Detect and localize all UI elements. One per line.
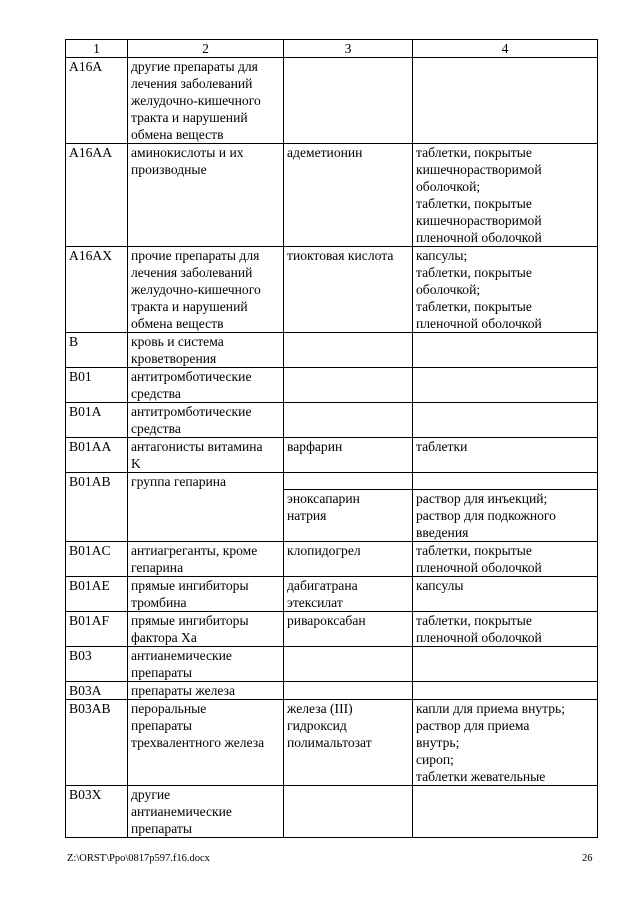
table-row: [66, 647, 598, 682]
table-body: [66, 58, 598, 838]
cell-line: таблетки, покрытые: [416, 145, 532, 160]
dosage-form-cell: [413, 700, 598, 786]
cell-line: дабигатрана: [287, 578, 358, 593]
atc-group-name-cell: [128, 577, 284, 612]
substance-cell: [284, 368, 413, 403]
cell-line: ривароксабан: [287, 613, 366, 628]
cell-line: антианемические: [131, 804, 232, 819]
cell-line: лечения заболеваний: [131, 265, 253, 280]
column-header-2: 2: [128, 40, 284, 58]
cell-line: производные: [131, 162, 207, 177]
dosage-form-cell: [413, 438, 598, 473]
cell-line: аминокислоты и их: [131, 145, 244, 160]
atc-code-cell: B01AF: [66, 612, 128, 647]
table-row: [66, 368, 598, 403]
cell-line: раствор для инъекций;: [416, 491, 548, 506]
table-row: [66, 403, 598, 438]
dosage-form-cell: [413, 577, 598, 612]
footer-file-path: Z:\ORST\Ppo\0817p597.f16.docx: [67, 853, 210, 864]
cell-line: клопидогрел: [287, 543, 361, 558]
dosage-form-cell: [413, 473, 598, 490]
cell-line: гепарина: [131, 560, 184, 575]
cell-line: желудочно-кишечного: [131, 282, 261, 297]
column-header-1: 1: [66, 40, 128, 58]
cell-line: капсулы: [416, 578, 464, 593]
dosage-form-cell: [413, 542, 598, 577]
substance-cell: [284, 682, 413, 700]
cell-line: антитромботические: [131, 369, 252, 384]
cell-line: капсулы;: [416, 248, 468, 263]
cell-line: натрия: [287, 508, 327, 523]
cell-line: капли для приема внутрь;: [416, 701, 566, 716]
dosage-form-cell: [413, 368, 598, 403]
cell-line: таблетки жевательные: [416, 769, 546, 784]
substance-cell: [284, 542, 413, 577]
cell-line: кишечнорастворимой: [416, 213, 542, 228]
atc-code-cell: B03A: [66, 682, 128, 700]
dosage-form-cell: [413, 247, 598, 333]
cell-line: препараты: [131, 821, 192, 836]
cell-line: прямые ингибиторы: [131, 578, 249, 593]
cell-line: эноксапарин: [287, 491, 360, 506]
cell-line: варфарин: [287, 439, 343, 454]
cell-line: препараты: [131, 665, 192, 680]
substance-cell: [284, 403, 413, 438]
cell-line: другие препараты для: [131, 59, 258, 74]
substance-cell: [284, 473, 413, 490]
cell-line: антиагреганты, кроме: [131, 543, 258, 558]
dosage-form-cell: [413, 403, 598, 438]
substance-cell: [284, 490, 413, 542]
table-row: [66, 438, 598, 473]
atc-group-name-cell: [128, 403, 284, 438]
atc-code-cell: B: [66, 333, 128, 368]
cell-line: внутрь;: [416, 735, 460, 750]
cell-line: сироп;: [416, 752, 454, 767]
substance-cell: [284, 647, 413, 682]
cell-line: фактора Xa: [131, 630, 197, 645]
column-header-3: 3: [284, 40, 413, 58]
cell-line: таблетки, покрытые: [416, 543, 532, 558]
table-row: [66, 58, 598, 144]
dosage-form-cell: [413, 333, 598, 368]
table-row: [66, 700, 598, 786]
substance-cell: [284, 786, 413, 838]
cell-line: введения: [416, 525, 469, 540]
atc-code-cell: B03X: [66, 786, 128, 838]
cell-line: желудочно-кишечного: [131, 93, 261, 108]
column-header-4: 4: [413, 40, 598, 58]
cell-line: прочие препараты для: [131, 248, 260, 263]
cell-line: пленочной оболочкой: [416, 316, 542, 331]
atc-group-name-cell: [128, 700, 284, 786]
table-row: [66, 333, 598, 368]
substance-cell: [284, 612, 413, 647]
cell-line: железа (III): [287, 701, 353, 716]
cell-line: таблетки, покрытые: [416, 265, 532, 280]
atc-code-cell: A16A: [66, 58, 128, 144]
substance-cell: [284, 577, 413, 612]
atc-code-cell: B01AA: [66, 438, 128, 473]
cell-line: таблетки: [416, 439, 468, 454]
cell-line: средства: [131, 421, 181, 436]
table-row: [66, 247, 598, 333]
cell-line: пленочной оболочкой: [416, 560, 542, 575]
table-header-row: [66, 40, 598, 58]
atc-group-name-cell: [128, 542, 284, 577]
cell-line: обмена веществ: [131, 127, 224, 142]
cell-line: таблетки, покрытые: [416, 299, 532, 314]
dosage-form-cell: [413, 490, 598, 542]
atc-group-name-cell: [128, 368, 284, 403]
cell-line: препараты: [131, 718, 192, 733]
table-row: [66, 577, 598, 612]
footer-page-number: 26: [582, 853, 593, 864]
table-row: [66, 682, 598, 700]
cell-line: группа гепарина: [131, 474, 227, 489]
cell-line: полимальтозат: [287, 735, 372, 750]
atc-group-name-cell: [128, 473, 284, 542]
table-row: [66, 786, 598, 838]
substance-cell: [284, 700, 413, 786]
cell-line: этексилат: [287, 595, 343, 610]
atc-group-name-cell: [128, 58, 284, 144]
cell-line: пленочной оболочкой: [416, 630, 542, 645]
cell-line: пероральные: [131, 701, 207, 716]
cell-line: таблетки, покрытые: [416, 613, 532, 628]
substance-cell: [284, 144, 413, 247]
cell-line: трехвалентного железа: [131, 735, 265, 750]
cell-line: препараты железа: [131, 683, 235, 698]
cell-line: антитромботические: [131, 404, 252, 419]
dosage-form-cell: [413, 682, 598, 700]
cell-line: тиоктовая кислота: [287, 248, 394, 263]
cell-line: раствор для приема: [416, 718, 530, 733]
cell-line: средства: [131, 386, 181, 401]
atc-group-name-cell: [128, 682, 284, 700]
atc-group-name-cell: [128, 144, 284, 247]
cell-line: другие: [131, 787, 171, 802]
cell-line: тракта и нарушений: [131, 299, 248, 314]
table-row: [66, 144, 598, 247]
cell-line: кишечнорастворимой: [416, 162, 542, 177]
cell-line: гидроксид: [287, 718, 347, 733]
table-row: [66, 473, 598, 490]
atc-group-name-cell: [128, 247, 284, 333]
substance-cell: [284, 438, 413, 473]
dosage-form-cell: [413, 144, 598, 247]
dosage-form-cell: [413, 612, 598, 647]
atc-group-name-cell: [128, 786, 284, 838]
cell-line: адеметионин: [287, 145, 363, 160]
cell-line: K: [131, 456, 141, 471]
table-row: [66, 612, 598, 647]
atc-code-cell: A16AX: [66, 247, 128, 333]
atc-code-cell: B03AB: [66, 700, 128, 786]
atc-code-cell: B01A: [66, 403, 128, 438]
atc-group-name-cell: [128, 438, 284, 473]
cell-line: антагонисты витамина: [131, 439, 263, 454]
cell-line: тракта и нарушений: [131, 110, 248, 125]
cell-line: лечения заболеваний: [131, 76, 253, 91]
atc-group-name-cell: [128, 647, 284, 682]
dosage-form-cell: [413, 58, 598, 144]
cell-line: кроветворения: [131, 351, 217, 366]
atc-code-cell: B01AE: [66, 577, 128, 612]
cell-line: прямые ингибиторы: [131, 613, 249, 628]
cell-line: пленочной оболочкой: [416, 230, 542, 245]
substance-cell: [284, 58, 413, 144]
cell-line: оболочкой;: [416, 282, 481, 297]
drug-list-table: [65, 39, 598, 838]
cell-line: антианемические: [131, 648, 232, 663]
atc-code-cell: B01AB: [66, 473, 128, 542]
dosage-form-cell: [413, 647, 598, 682]
atc-code-cell: B01AC: [66, 542, 128, 577]
atc-code-cell: B03: [66, 647, 128, 682]
table-row: [66, 542, 598, 577]
cell-line: обмена веществ: [131, 316, 224, 331]
atc-group-name-cell: [128, 612, 284, 647]
atc-group-name-cell: [128, 333, 284, 368]
cell-line: тромбина: [131, 595, 187, 610]
atc-code-cell: A16AA: [66, 144, 128, 247]
cell-line: кровь и система: [131, 334, 224, 349]
cell-line: таблетки, покрытые: [416, 196, 532, 211]
dosage-form-cell: [413, 786, 598, 838]
cell-line: раствор для подкожного: [416, 508, 556, 523]
substance-cell: [284, 247, 413, 333]
atc-code-cell: B01: [66, 368, 128, 403]
cell-line: оболочкой;: [416, 179, 481, 194]
substance-cell: [284, 333, 413, 368]
